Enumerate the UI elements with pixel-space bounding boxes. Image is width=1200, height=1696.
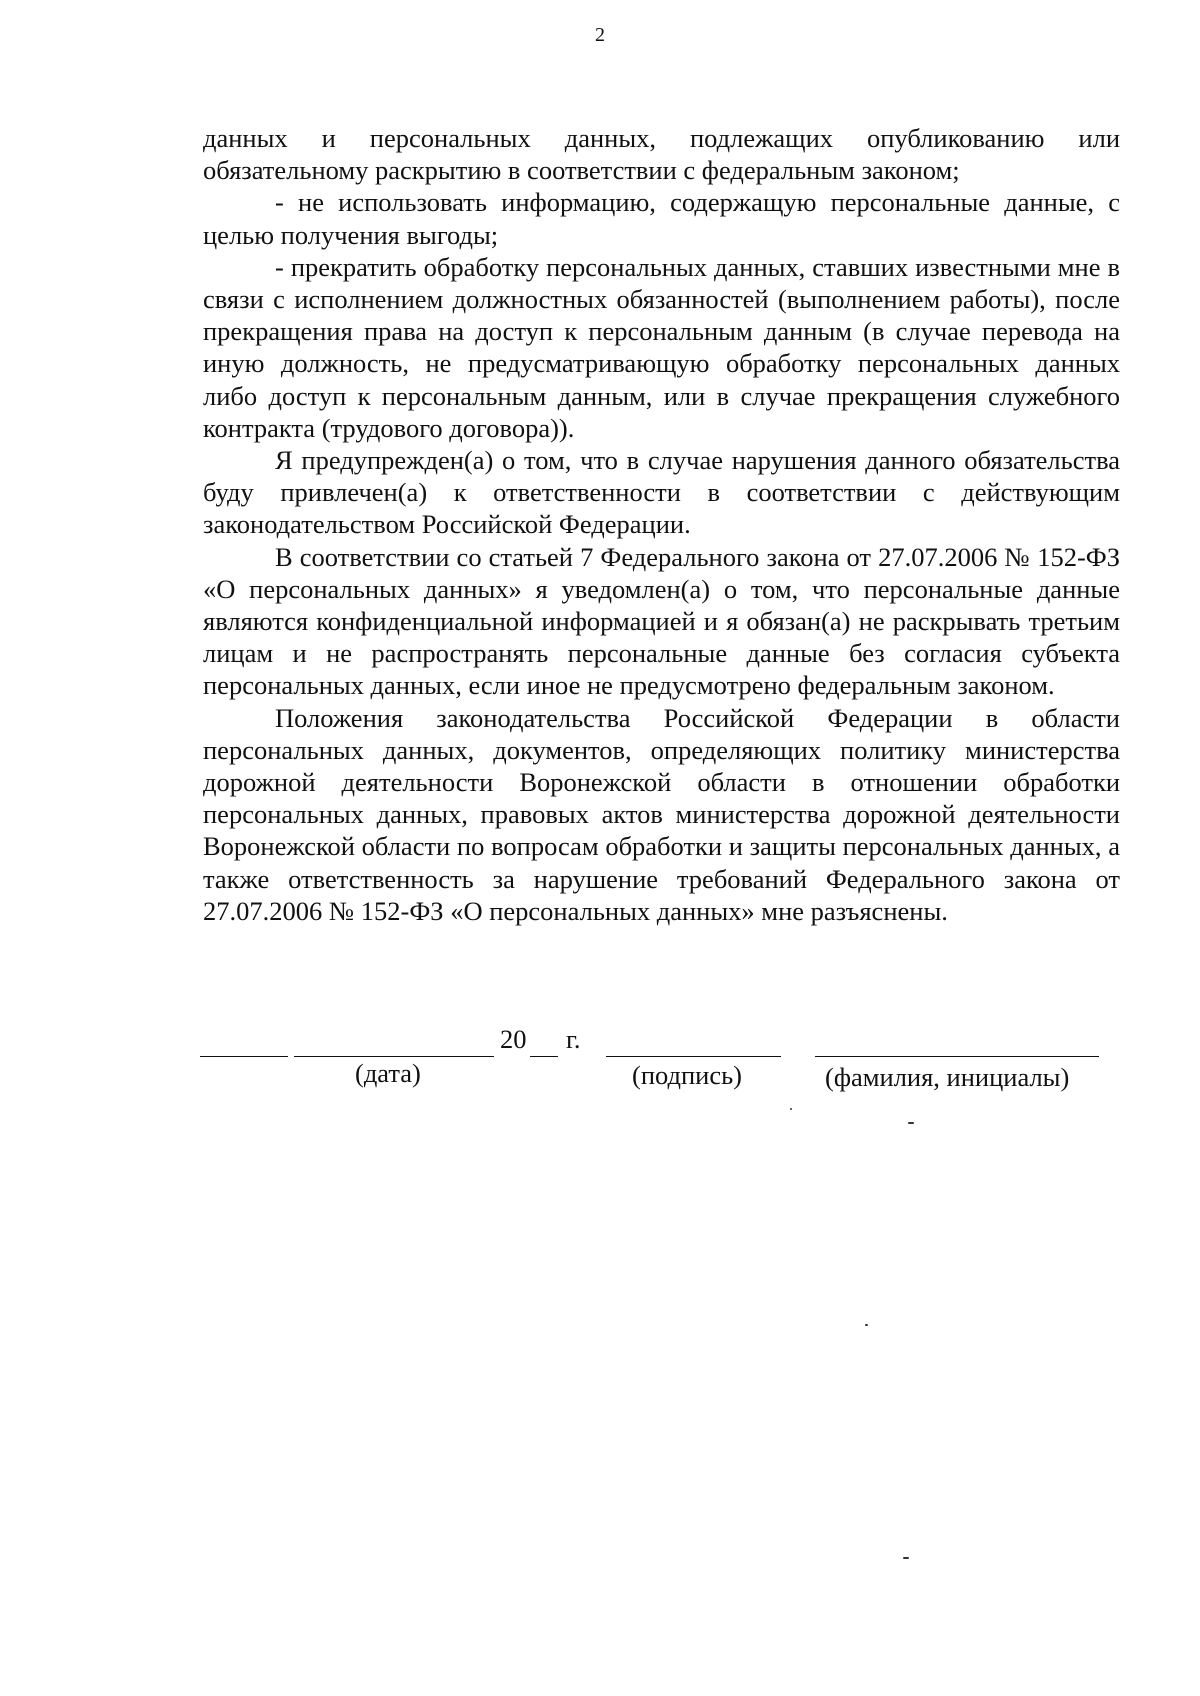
date-month-line bbox=[294, 1056, 494, 1057]
scan-speck bbox=[908, 1122, 914, 1124]
paragraph-notice: В соответствии со статьей 7 Федерального закона от 27.07.2006 № 152-ФЗ «О персональных данных» я уведомлен(а) о том, что персональные данные являются конфиденциальной информацией и я обязан(а) не раскрывать третьим лицам и не распространять персональные данные без согласия субъекта персональных данных, если иное не предусмотрено федеральным законом. bbox=[203, 541, 1120, 701]
year-prefix: 20 bbox=[500, 1024, 527, 1054]
paragraph-warning: Я предупрежден(а) о том, что в случае нарушения данного обязательства буду привлечен(а) к ответственности в соответствии с действующим законодательством Российской Федерации. bbox=[203, 445, 1120, 540]
paragraph-obligation-stop-processing: - прекратить обработку персональных данных, ставших известными мне в связи с исполнением должностных обязанностей (выполнением работы), после прекращения права на доступ к персональным данным (в случае перевода на иную должность, не предусматривающую обработку персональных данных либо доступ к персональным данным, или в случае прекращения служебного контракта (трудового договора)). bbox=[203, 251, 1120, 443]
year-line bbox=[530, 1056, 558, 1057]
scan-speck bbox=[903, 1557, 909, 1559]
date-label: (дата) bbox=[355, 1058, 421, 1088]
name-label: (фамилия, инициалы) bbox=[825, 1062, 1070, 1092]
paragraph-obligation-no-profit: - не использовать информацию, содержащую персональные данные, с целью получения выгоды; bbox=[203, 187, 1120, 250]
signature-block bbox=[0, 1022, 1200, 1102]
page-number: 2 bbox=[595, 24, 605, 46]
scan-speck bbox=[865, 1324, 868, 1326]
paragraph-continuation: данных и персональных данных, подлежащих опубликованию или обязательному раскрытию в соответствии с федеральным законом; bbox=[203, 123, 1120, 186]
paragraph-explanation: Положения законодательства Российской Федерации в области персональных данных, документов, определяющих политику министерства дорожной деятельности Воронежской области в отношении обработки персональных данных, правовых актов министерства дорожной деятельности Воронежской области по вопросам обработки и защиты персональных данных, а также ответственность за нарушение требований Федерального закона от 27.07.2006 № 152-ФЗ «О персональных данных» мне разъяснены. bbox=[203, 702, 1120, 926]
scan-speck bbox=[790, 1108, 792, 1110]
year-suffix: г. bbox=[566, 1024, 581, 1054]
signature-line bbox=[606, 1056, 781, 1057]
document-body bbox=[203, 122, 1120, 927]
signature-label: (подпись) bbox=[632, 1060, 743, 1090]
name-line bbox=[815, 1056, 1099, 1057]
date-day-line bbox=[200, 1056, 288, 1057]
